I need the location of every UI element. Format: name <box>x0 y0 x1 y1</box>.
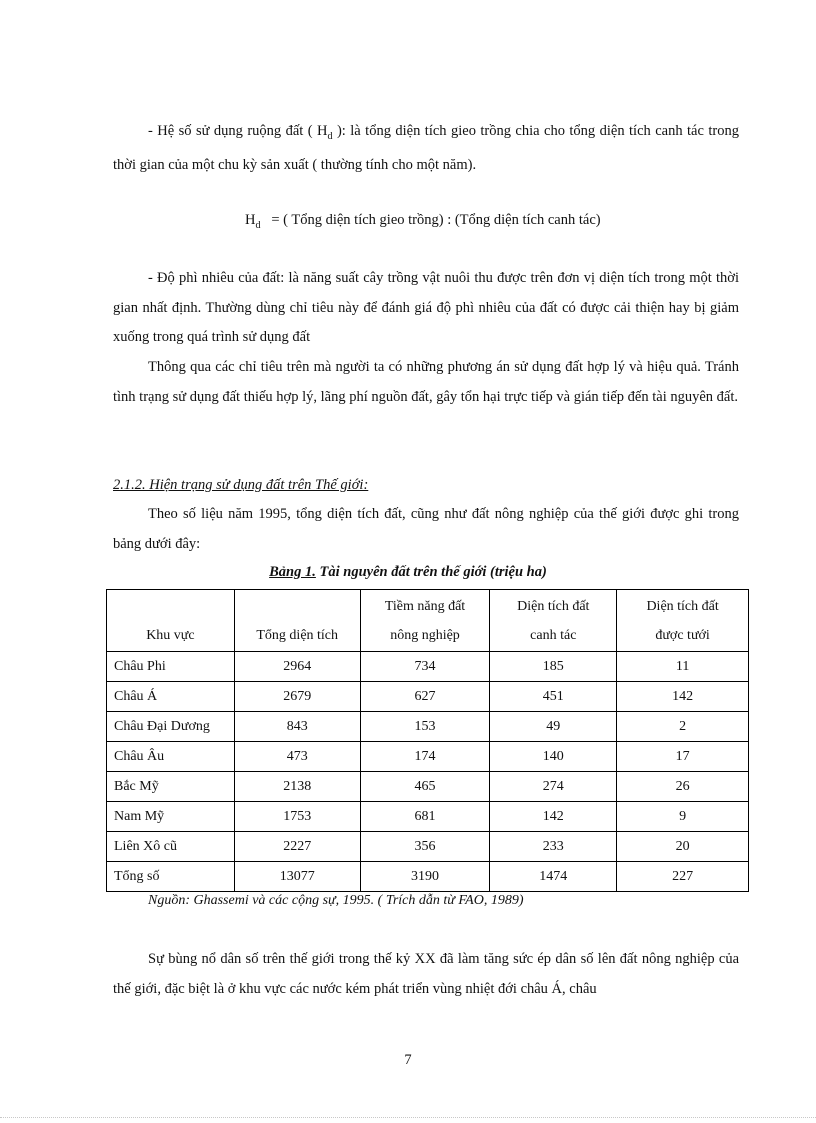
table-cell: 142 <box>490 802 617 832</box>
table-cell: 734 <box>360 652 490 682</box>
table-cell: 451 <box>490 682 617 712</box>
table-cell: 233 <box>490 832 617 862</box>
header-cell: Diện tích đất được tưới <box>617 590 749 652</box>
page-bottom-divider <box>0 1117 816 1118</box>
table-row <box>107 712 749 742</box>
table-total-row <box>107 862 749 892</box>
table-cell: 9 <box>617 802 749 832</box>
paragraph-summary: Thông qua các chỉ tiêu trên mà người ta có những phương án sử dụng đất hợp lý và hiệu quả. Tránh tình trạng sử dụng đất thiếu hợp lý, lãng phí nguồn đất, gây tổn hại trực tiếp và gián tiếp đến tài nguyên đất. <box>113 359 739 405</box>
table-row <box>107 772 749 802</box>
table-cell: 13077 <box>234 862 360 892</box>
formula <box>245 206 601 240</box>
table-row <box>107 802 749 832</box>
table-cell: 185 <box>490 652 617 682</box>
table-row <box>107 682 749 712</box>
formula-rhs: = ( Tổng diện tích gieo trồng) : (Tổng diện tích canh tác) <box>271 212 601 228</box>
table-cell: 2 <box>617 712 749 742</box>
table-caption <box>0 560 816 584</box>
table-caption-title: Tài nguyên đất trên thế giới (triệu ha) <box>315 564 547 580</box>
table-cell: 3190 <box>360 862 490 892</box>
table-cell: 11 <box>617 652 749 682</box>
paragraph-land-use-coefficient <box>113 117 739 181</box>
table-cell: 142 <box>617 682 749 712</box>
table-row <box>107 832 749 862</box>
hd-subscript: d <box>327 130 333 142</box>
land-resources-table <box>106 589 749 892</box>
region-cell: Bắc Mỹ <box>107 772 235 802</box>
table-cell: 2138 <box>234 772 360 802</box>
region-cell: Nam Mỹ <box>107 802 235 832</box>
table-cell: 627 <box>360 682 490 712</box>
table-cell: 20 <box>617 832 749 862</box>
table-cell: 473 <box>234 742 360 772</box>
section-heading: 2.1.2. Hiện trạng sử dụng đất trên Thế giới: <box>113 477 369 493</box>
table-cell: 2964 <box>234 652 360 682</box>
paragraph-soil-fertility: - Độ phì nhiêu của đất: là năng suất cây trồng vật nuôi thu được trên đơn vị diện tích trong một thời gian nhất định. Thường dùng chỉ tiêu này để đánh giá độ phì nhiêu của đất có được cải thiện hay bị giảm xuống trong quá trình sử dụng đất <box>113 270 739 345</box>
region-cell: Châu Phi <box>107 652 235 682</box>
table-cell: 49 <box>490 712 617 742</box>
table-cell: 843 <box>234 712 360 742</box>
region-cell: Liên Xô cũ <box>107 832 235 862</box>
formula-lhs: H <box>245 212 256 228</box>
region-cell: Tổng số <box>107 862 235 892</box>
table-row <box>107 652 749 682</box>
region-cell: Châu Đại Dương <box>107 712 235 742</box>
table-row <box>107 742 749 772</box>
paragraph-population: Sự bùng nổ dân số trên thế giới trong thế kỷ XX đã làm tăng sức ép dân số lên đất nông nghiệp của thế giới, đặc biệt là ở khu vực các nước kém phát triển vùng nhiệt đới châu Á, châu <box>113 951 739 997</box>
table-cell: 1474 <box>490 862 617 892</box>
table-cell: 465 <box>360 772 490 802</box>
paragraph-table-intro: Theo số liệu năm 1995, tổng diện tích đất, cũng như đất nông nghiệp của thế giới được ghi trong bảng dưới đây: <box>113 506 739 552</box>
table-cell: 274 <box>490 772 617 802</box>
hd-lead-text: - Hệ số sử dụng ruộng đất ( H <box>148 123 328 139</box>
table-cell: 227 <box>617 862 749 892</box>
formula-subscript: d <box>255 219 261 231</box>
table-cell: 1753 <box>234 802 360 832</box>
table-cell: 17 <box>617 742 749 772</box>
hd-rest-text: ): là tổng diện tích gieo trồng chia cho tổng diện tích canh tác trong thời gian của một chu kỳ sản xuất ( thường tính cho một năm). <box>113 123 739 174</box>
header-cell: Khu vực <box>107 590 235 652</box>
header-cell: Tiềm năng đất nông nghiệp <box>360 590 490 652</box>
header-cell: Diện tích đất canh tác <box>490 590 617 652</box>
table-source-note: Nguồn: Ghassemi và các cộng sự, 1995. ( Trích dẫn từ FAO, 1989) <box>148 893 524 908</box>
table-cell: 140 <box>490 742 617 772</box>
region-cell: Châu Âu <box>107 742 235 772</box>
table-cell: 681 <box>360 802 490 832</box>
table-cell: 153 <box>360 712 490 742</box>
table-cell: 356 <box>360 832 490 862</box>
table-caption-label: Bảng 1. <box>269 564 316 580</box>
table-cell: 2227 <box>234 832 360 862</box>
table-cell: 174 <box>360 742 490 772</box>
header-cell: Tổng diện tích <box>234 590 360 652</box>
table-cell: 26 <box>617 772 749 802</box>
table-cell: 2679 <box>234 682 360 712</box>
table-header-row <box>107 590 749 652</box>
page-number: 7 <box>404 1052 412 1068</box>
region-cell: Châu Á <box>107 682 235 712</box>
